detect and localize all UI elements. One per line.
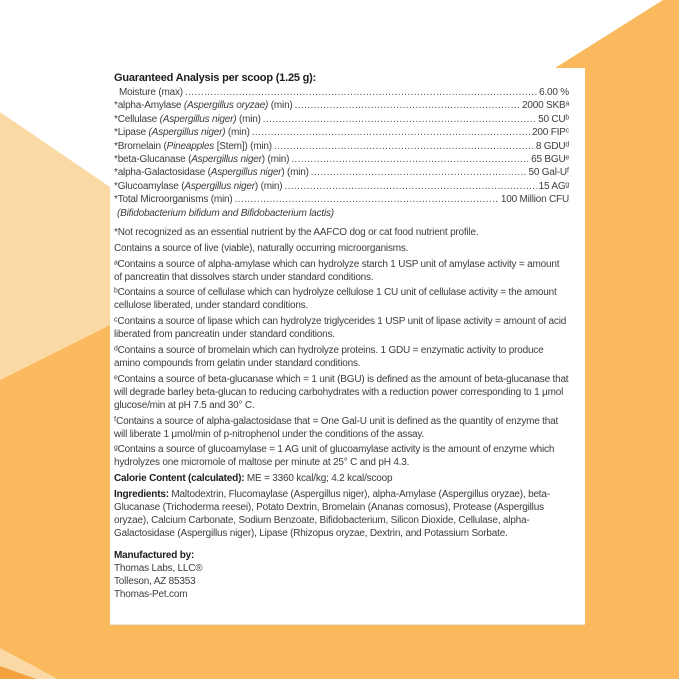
analysis-row-name-suffix: (min) [268, 100, 293, 112]
manufacturer-block [114, 549, 569, 601]
analysis-row-name [114, 180, 282, 193]
footnote-paragraph: ᶜContains a source of lipase which can hydrolyze triglycerides 1 USP unit of lipase activity = amount of acid liberated from pancreatin under standard conditions. [114, 316, 567, 341]
analysis-row [114, 180, 569, 193]
analysis-row-name-text: Moisture (max) [119, 87, 183, 98]
footnote-paragraph: ᵃContains a source of alpha-amylase which can hydrolyze starch 1 USP unit of amylase activity = amount of pancreatin that dissolves starch under standard conditions. [114, 258, 560, 283]
analysis-row-species: Aspergillus niger [191, 154, 262, 166]
ingredients-label: Ingredients: [114, 489, 169, 501]
calorie-content-label: Calorie Content (calculated): [114, 473, 245, 485]
analysis-row-name-text: *Cellulase [114, 113, 160, 125]
manufacturer-website: Thomas-Pet.com [114, 588, 188, 600]
analysis-row-species: (Aspergillus oryzae) [183, 100, 269, 112]
dot-leader [274, 140, 534, 153]
dot-leader [235, 193, 499, 206]
analysis-row [114, 140, 569, 153]
footnote-paragraph: ᶠContains a source of alpha-galactosidase that = One Gal-U unit is defined as the quantity of enzyme that will liberate 1 μmol/min of p-nitrophenol under the conditions of the assay. [114, 415, 559, 440]
footnote-paragraph: ᵇContains a source of cellulase which can hydrolyze cellulose 1 CU unit of cellulase activity = the amount cellulose liberated, under standard conditions. [114, 287, 557, 312]
analysis-row-name-suffix: ) (min) [261, 154, 290, 166]
analysis-row-name-text: *beta-Glucanase ( [114, 154, 192, 166]
analysis-row-value: 15 AGᵍ [538, 180, 569, 192]
analysis-row-name [114, 166, 309, 179]
analysis-row [114, 99, 569, 112]
calorie-content-value: ME = 3360 kcal/kg; 4.2 kcal/scoop [244, 473, 393, 485]
analysis-row-species: Aspergillus niger [184, 180, 255, 192]
manufactured-by-heading: Manufactured by: [114, 549, 195, 561]
footnote-paragraph: Contains a source of live (viable), naturally occurring microorganisms. [114, 242, 409, 254]
analysis-row-name [114, 99, 293, 112]
dot-leader [284, 180, 536, 193]
footnote-paragraph: *Not recognized as an essential nutrient by the AAFCO dog or cat food nutrient profile. [114, 226, 479, 238]
analysis-row-name-suffix: (min) [236, 113, 261, 125]
analysis-row-name [114, 193, 233, 206]
analysis-row-name [114, 126, 250, 139]
manufacturer-address: Tolleson, AZ 85353 [114, 575, 196, 587]
analysis-row-name-suffix: (min) [225, 127, 250, 139]
guaranteed-analysis-table [114, 86, 569, 207]
analysis-row-species: (Aspergillus niger) [148, 127, 226, 139]
manufacturer-name: Thomas Labs, LLC® [114, 562, 203, 574]
analysis-row-value: 65 BGUᵉ [531, 154, 569, 166]
analysis-row-name-text: *alpha-Galactosidase ( [114, 167, 211, 179]
analysis-row-name-text: *Lipase [114, 127, 149, 139]
analysis-row-value: 200 FIPᶜ [532, 127, 569, 139]
analysis-row-name [114, 140, 272, 153]
guaranteed-analysis-title: Guaranteed Analysis per scoop (1.25 g): [114, 72, 317, 84]
analysis-row-value: 8 GDUᵈ [535, 140, 569, 152]
analysis-row-name-text: *Bromelain ( [114, 140, 167, 152]
analysis-row-value: 50 Gal-Uᶠ [528, 167, 569, 179]
analysis-row-name-text: *Total Microorganisms (min) [114, 194, 233, 206]
analysis-row-name-text: *Glucoamylase ( [114, 180, 185, 192]
dot-leader [252, 126, 530, 139]
analysis-row-name [119, 86, 183, 99]
footnote-paragraph: ᵉContains a source of beta-glucanase which = 1 unit (BGU) is defined as the amount of beta-glucanase that will degrade barley beta-glucan to reducing carbohydrates with a reduction power corresponding to 1 μmol glucose/min at pH 7.5 and 30° C. [114, 373, 569, 411]
analysis-row [114, 166, 569, 179]
analysis-row-name-text: *alpha-Amylase [114, 100, 184, 112]
analysis-row-species: (Aspergillus niger) [159, 113, 237, 125]
dot-leader [185, 86, 537, 99]
ingredients-line [114, 489, 569, 541]
analysis-row [114, 153, 569, 166]
ingredients-list: Maltodextrin, Flucomaylase (Aspergillus niger), alpha-Amylase (Aspergillus oryzae), beta-Glucanase (Trichoderma reesei), Potato Dextrin, Bromelain (Ananas comosus), Protease (Aspergillus oryzae), Calcium Carbonate, Sodium Benzoate, Bifidobacterium, Silicon Dioxide, Cellulase, alpha-Galactosidase (Aspergillus niger), Lipase (Rhizopus oryzae, Dextrin, and Potassium Sorbate. [114, 489, 550, 539]
analysis-row-value: 6.00 % [539, 87, 569, 98]
analysis-row-species: Aspergillus niger [210, 167, 282, 179]
analysis-row-name-suffix: ) (min) [281, 167, 309, 179]
analysis-row-name-suffix: ) (min) [254, 180, 283, 192]
analysis-row-name [114, 153, 289, 166]
analysis-row-value: 2000 SKBᵃ [522, 100, 569, 112]
dot-leader [311, 166, 527, 179]
dot-leader [291, 153, 529, 166]
label-panel [110, 68, 585, 625]
footnote-paragraph: ᵍContains a source of glucoamylase = 1 AG unit of glucoamylase activity is the amount of enzyme which hydrolyzes one micromole of maltose per minute at 25° C and pH 4.3. [114, 444, 555, 469]
calorie-content-line [114, 473, 569, 486]
microorganism-species-note: (Bifidobacterium bifidum and Bifidobacterium lactis) [117, 207, 334, 219]
analysis-row-value: 50 CUᵇ [538, 113, 569, 125]
dot-leader [295, 99, 520, 112]
analysis-row-name [114, 113, 261, 126]
analysis-row [114, 193, 569, 206]
analysis-row-species: Pineapples [166, 140, 215, 152]
analysis-row [114, 126, 569, 139]
analysis-row [114, 113, 569, 126]
dot-leader [263, 113, 536, 126]
footnotes-block [114, 227, 569, 470]
analysis-row-name-suffix: [Stem]) (min) [214, 140, 272, 152]
footnote-paragraph: ᵈContains a source of bromelain which can hydrolyze proteins. 1 GDU = enzymatic activity to produce amino compounds from gelatin under standard conditions. [114, 345, 544, 370]
analysis-row [114, 86, 569, 99]
analysis-row-value: 100 Million CFU [500, 194, 569, 206]
